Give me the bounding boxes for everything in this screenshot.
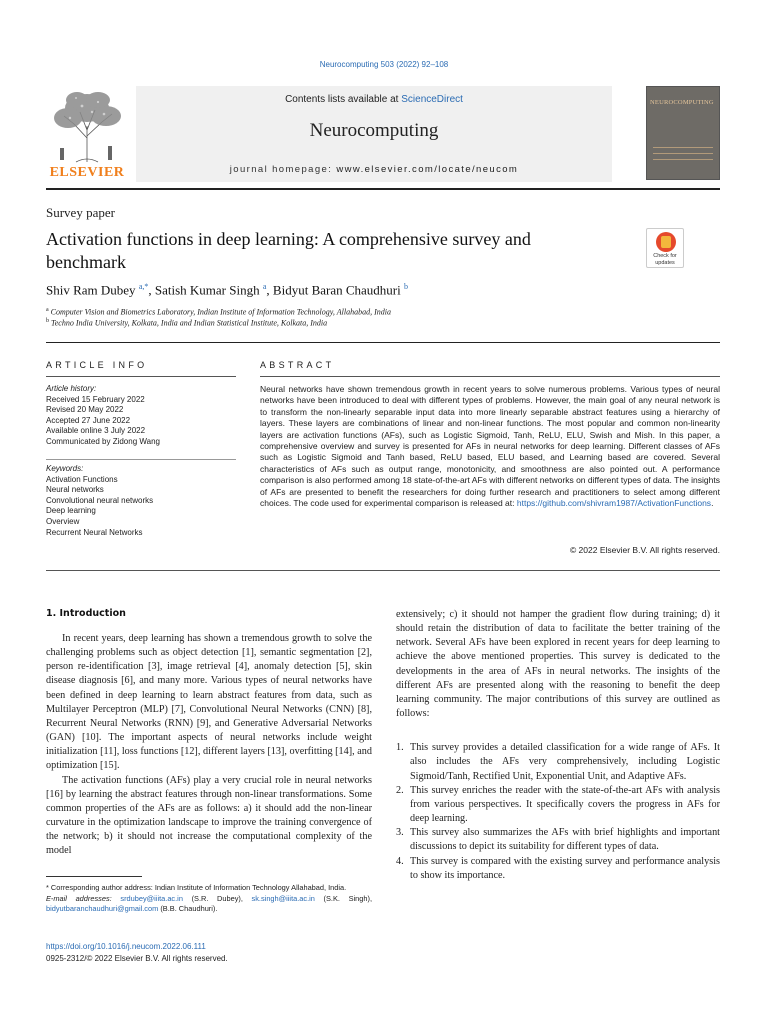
author-name: Satish Kumar Singh — [154, 282, 260, 298]
footnote-rule — [46, 876, 142, 877]
history-item: Revised 20 May 2022 — [46, 405, 124, 415]
author-affiliation-link[interactable]: a — [262, 282, 267, 291]
author-separator: , — [266, 282, 273, 298]
paper-title — [46, 228, 606, 274]
author-separator: , — [148, 282, 155, 298]
footnote — [46, 883, 372, 915]
keyword: Deep learning — [46, 506, 96, 516]
email-owner: (B.B. Chaudhuri). — [158, 904, 218, 914]
cover-title: NEUROCOMPUTING — [650, 99, 714, 106]
paper-type: Survey paper — [46, 205, 115, 220]
email-link[interactable]: sk.singh@iiita.ac.in — [251, 893, 315, 903]
author-affiliation-link[interactable]: b — [404, 282, 408, 291]
abstract-text: Neural networks have shown tremendous growth in recent years to solve numerous problems. Various types of neural networks have been introduced to deal with different types of problems. However, the main goal of any neural network is to transform the non-linearly separable input data into more linearly separable abstract features using a hierarchy of layers. These layers are combinations of linear and non-linear functions. The most popular and common non-linearity layers are activation functions (AFs), such as Logistic Sigmoid, Tanh, ReLU, ELU, Swish and Mish. In this paper, a comprehensive overview and survey is presented for AFs in neural networks for deep learning. Different classes of AFs such as Logistic Sigmoid and Tanh based, ReLU based, ELU based, and Learning based are covered. Several characteristics of AFs such as output range, monotonicity, and smoothness are also pointed out. A performance comparison is also performed among 18 state-of-the-art AFs with different networks on different types of data. The insights of AFs are presented to benefit the researchers for doing further research and practitioners to select among different choices. The code used for experimental comparison is released at: — [260, 384, 720, 509]
article-info-heading: ARTICLE INFO — [46, 360, 148, 370]
abstract-rule — [260, 376, 720, 377]
list-text: This survey enriches the reader with the state-of-the-art AFs with analysis from various perspectives. It specifically covers the progress in AFs for deep learning. — [410, 784, 720, 825]
keywords-label: Keywords: — [46, 464, 84, 473]
history-item: Accepted 27 June 2022 — [46, 415, 131, 425]
affiliation — [46, 318, 327, 328]
keyword: Convolutional neural networks — [46, 495, 154, 505]
cover-rule — [653, 153, 713, 154]
list-text: This survey also summarizes the AFs with brief highlights and important discussions to depict its suitability for different types of data. — [410, 827, 720, 853]
body-column-right — [396, 608, 720, 883]
keyword: Overview — [46, 516, 80, 526]
journal-name: Neurocomputing — [309, 120, 439, 141]
article-info-rule — [46, 376, 236, 377]
paper-title-line-2: benchmark — [46, 252, 126, 272]
email-owner: (S.R. Dubey), — [182, 893, 252, 903]
cover-rule — [653, 147, 713, 148]
doi-link[interactable]: https://doi.org/10.1016/j.neucom.2022.06.111 — [46, 942, 206, 951]
abstract-heading: ABSTRACT — [260, 360, 335, 370]
issn-copyright: 0925-2312/© 2022 Elsevier B.V. All rights reserved. — [46, 954, 228, 963]
journal-masthead — [136, 86, 612, 182]
body-column-left — [46, 632, 372, 859]
paragraph: The activation functions (AFs) play a very crucial role in neural networks [16] by learning the abstract features through non-linear transformations. Some common properties of the AFs are as follows: a) it should add the non-linear curvature in the optimization landscape to improve the training convergence of the network; b) it should not increase the computational complexity of the model — [46, 774, 372, 857]
email-link[interactable]: srdubey@iiita.ac.in — [120, 893, 183, 903]
crossmark-line-2: updates — [655, 259, 675, 266]
article-history — [46, 384, 236, 448]
code-repository-link[interactable]: https://github.com/shivram1987/ActivationFunctions — [516, 498, 712, 509]
keyword: Activation Functions — [46, 474, 118, 484]
abstract-copyright: © 2022 Elsevier B.V. All rights reserved. — [569, 545, 720, 555]
cover-rule — [653, 159, 713, 160]
affiliation-mark: a — [46, 307, 49, 313]
affiliation — [46, 307, 391, 317]
abstract-divider — [46, 570, 720, 571]
section-heading-introduction: 1. Introduction — [46, 608, 126, 619]
list-number: 3. — [396, 827, 404, 839]
crossmark-line-1: Check for — [653, 253, 677, 259]
elsevier-wordmark: ELSEVIER — [49, 165, 125, 180]
homepage-link[interactable]: www.elsevier.com/locate/neucom — [336, 164, 519, 175]
email-link[interactable]: bidyutbaranchaudhuri@gmail.com — [46, 904, 159, 914]
affiliation-text: Techno India University, Kolkata, India and Indian Statistical Institute, Kolkata, India — [51, 318, 328, 328]
journal-cover-image[interactable] — [646, 86, 720, 180]
list-text: This survey provides a detailed classification for a wide range of AFs. It also includes the AFs very comprehensively, including Logistic Sigmoid/Tanh, Rectified Unit, Exponential Unit, and Adaptive AFs. — [410, 742, 720, 782]
article-history-label: Article history: — [46, 384, 97, 393]
list-item — [396, 784, 720, 826]
keyword: Recurrent Neural Networks — [46, 527, 143, 537]
list-item — [396, 741, 720, 783]
list-item — [396, 855, 720, 883]
author-name: Shiv Ram Dubey — [46, 282, 136, 298]
elsevier-logo — [46, 86, 128, 182]
journal-reference[interactable]: Neurocomputing 503 (2022) 92–108 — [319, 60, 449, 69]
corresponding-author-note: * Corresponding author address: Indian Institute of Information Technology Allahabad, India. — [46, 883, 347, 892]
paragraph: extensively; c) it should not hamper the gradient flow during training; d) it should retain the distribution of data to facilitate the better training of the network. Several AFs have been explored in recent years for deep learning to achieve the above mentioned properties. This survey is dedicated to the developments in the area of AFs in neural networks. The insights of the different AFs are presented along with the reasoning to benefit the deep learning community. The major contributions of this survey are outlined as follows: — [396, 609, 720, 720]
email-owner: (S.K. Singh), — [314, 893, 373, 903]
crossmark-label — [647, 253, 683, 266]
info-separator — [46, 459, 236, 460]
list-number: 2. — [396, 784, 404, 796]
email-label: E-mail addresses: — [46, 893, 112, 903]
author-list — [46, 282, 408, 298]
contributions-list — [396, 741, 720, 883]
affiliation-divider — [46, 342, 720, 343]
abstract-end: . — [711, 498, 714, 509]
affiliation-mark: b — [46, 318, 49, 324]
check-for-updates-button[interactable] — [646, 228, 684, 268]
author-name: Bidyut Baran Chaudhuri — [272, 282, 401, 298]
homepage-prefix: journal homepage: — [229, 164, 337, 175]
history-item: Available online 3 July 2022 — [46, 426, 146, 436]
list-number: 4. — [396, 855, 404, 867]
list-text: This survey is compared with the existing survey and performance analysis to show its importance. — [410, 855, 720, 881]
keywords — [46, 464, 236, 538]
author-affiliation-link[interactable]: a,* — [138, 282, 149, 291]
crossmark-icon — [656, 232, 676, 252]
journal-header — [46, 86, 720, 182]
journal-homepage — [136, 164, 612, 175]
paragraph: In recent years, deep learning has shown a tremendous growth to solve the challenging problems such as object detection [1], semantic segmentation [2], person re-identification [3], image retrieval [4], anomaly detection [5], skin disease diagnosis [6], and many more. Various types of neural networks have been defined in deep learning to learn abstract features from data, such as Multilayer Perceptron (MLP) [7], Convolutional Neural Networks (CNN) [8], Recurrent Neural Networks (RNN) [9], and Generative Adversarial Networks (GAN) [10]. The important aspects of neural networks include weight initialization [11], loss functions [12], different layers [13], overfitting [14], and optimization [15]. — [46, 633, 372, 772]
list-number: 1. — [396, 742, 404, 754]
email-addresses — [46, 894, 372, 915]
history-item: Communicated by Zidong Wang — [46, 436, 160, 446]
sciencedirect-link[interactable]: ScienceDirect — [401, 94, 463, 105]
keyword: Neural networks — [46, 485, 104, 495]
paper-title-line-1: Activation functions in deep learning: A comprehensive survey and — [46, 229, 531, 249]
elsevier-tree-icon — [46, 86, 128, 164]
affiliation-text: Computer Vision and Biometrics Laboratory, Indian Institute of Information Technology, Allahabad, India — [50, 307, 391, 317]
history-item: Received 15 February 2022 — [46, 394, 145, 404]
list-item — [396, 826, 720, 854]
contents-line — [136, 94, 612, 105]
abstract-body — [260, 384, 720, 509]
header-divider — [46, 188, 720, 190]
contents-prefix: Contents lists available at — [285, 94, 402, 105]
